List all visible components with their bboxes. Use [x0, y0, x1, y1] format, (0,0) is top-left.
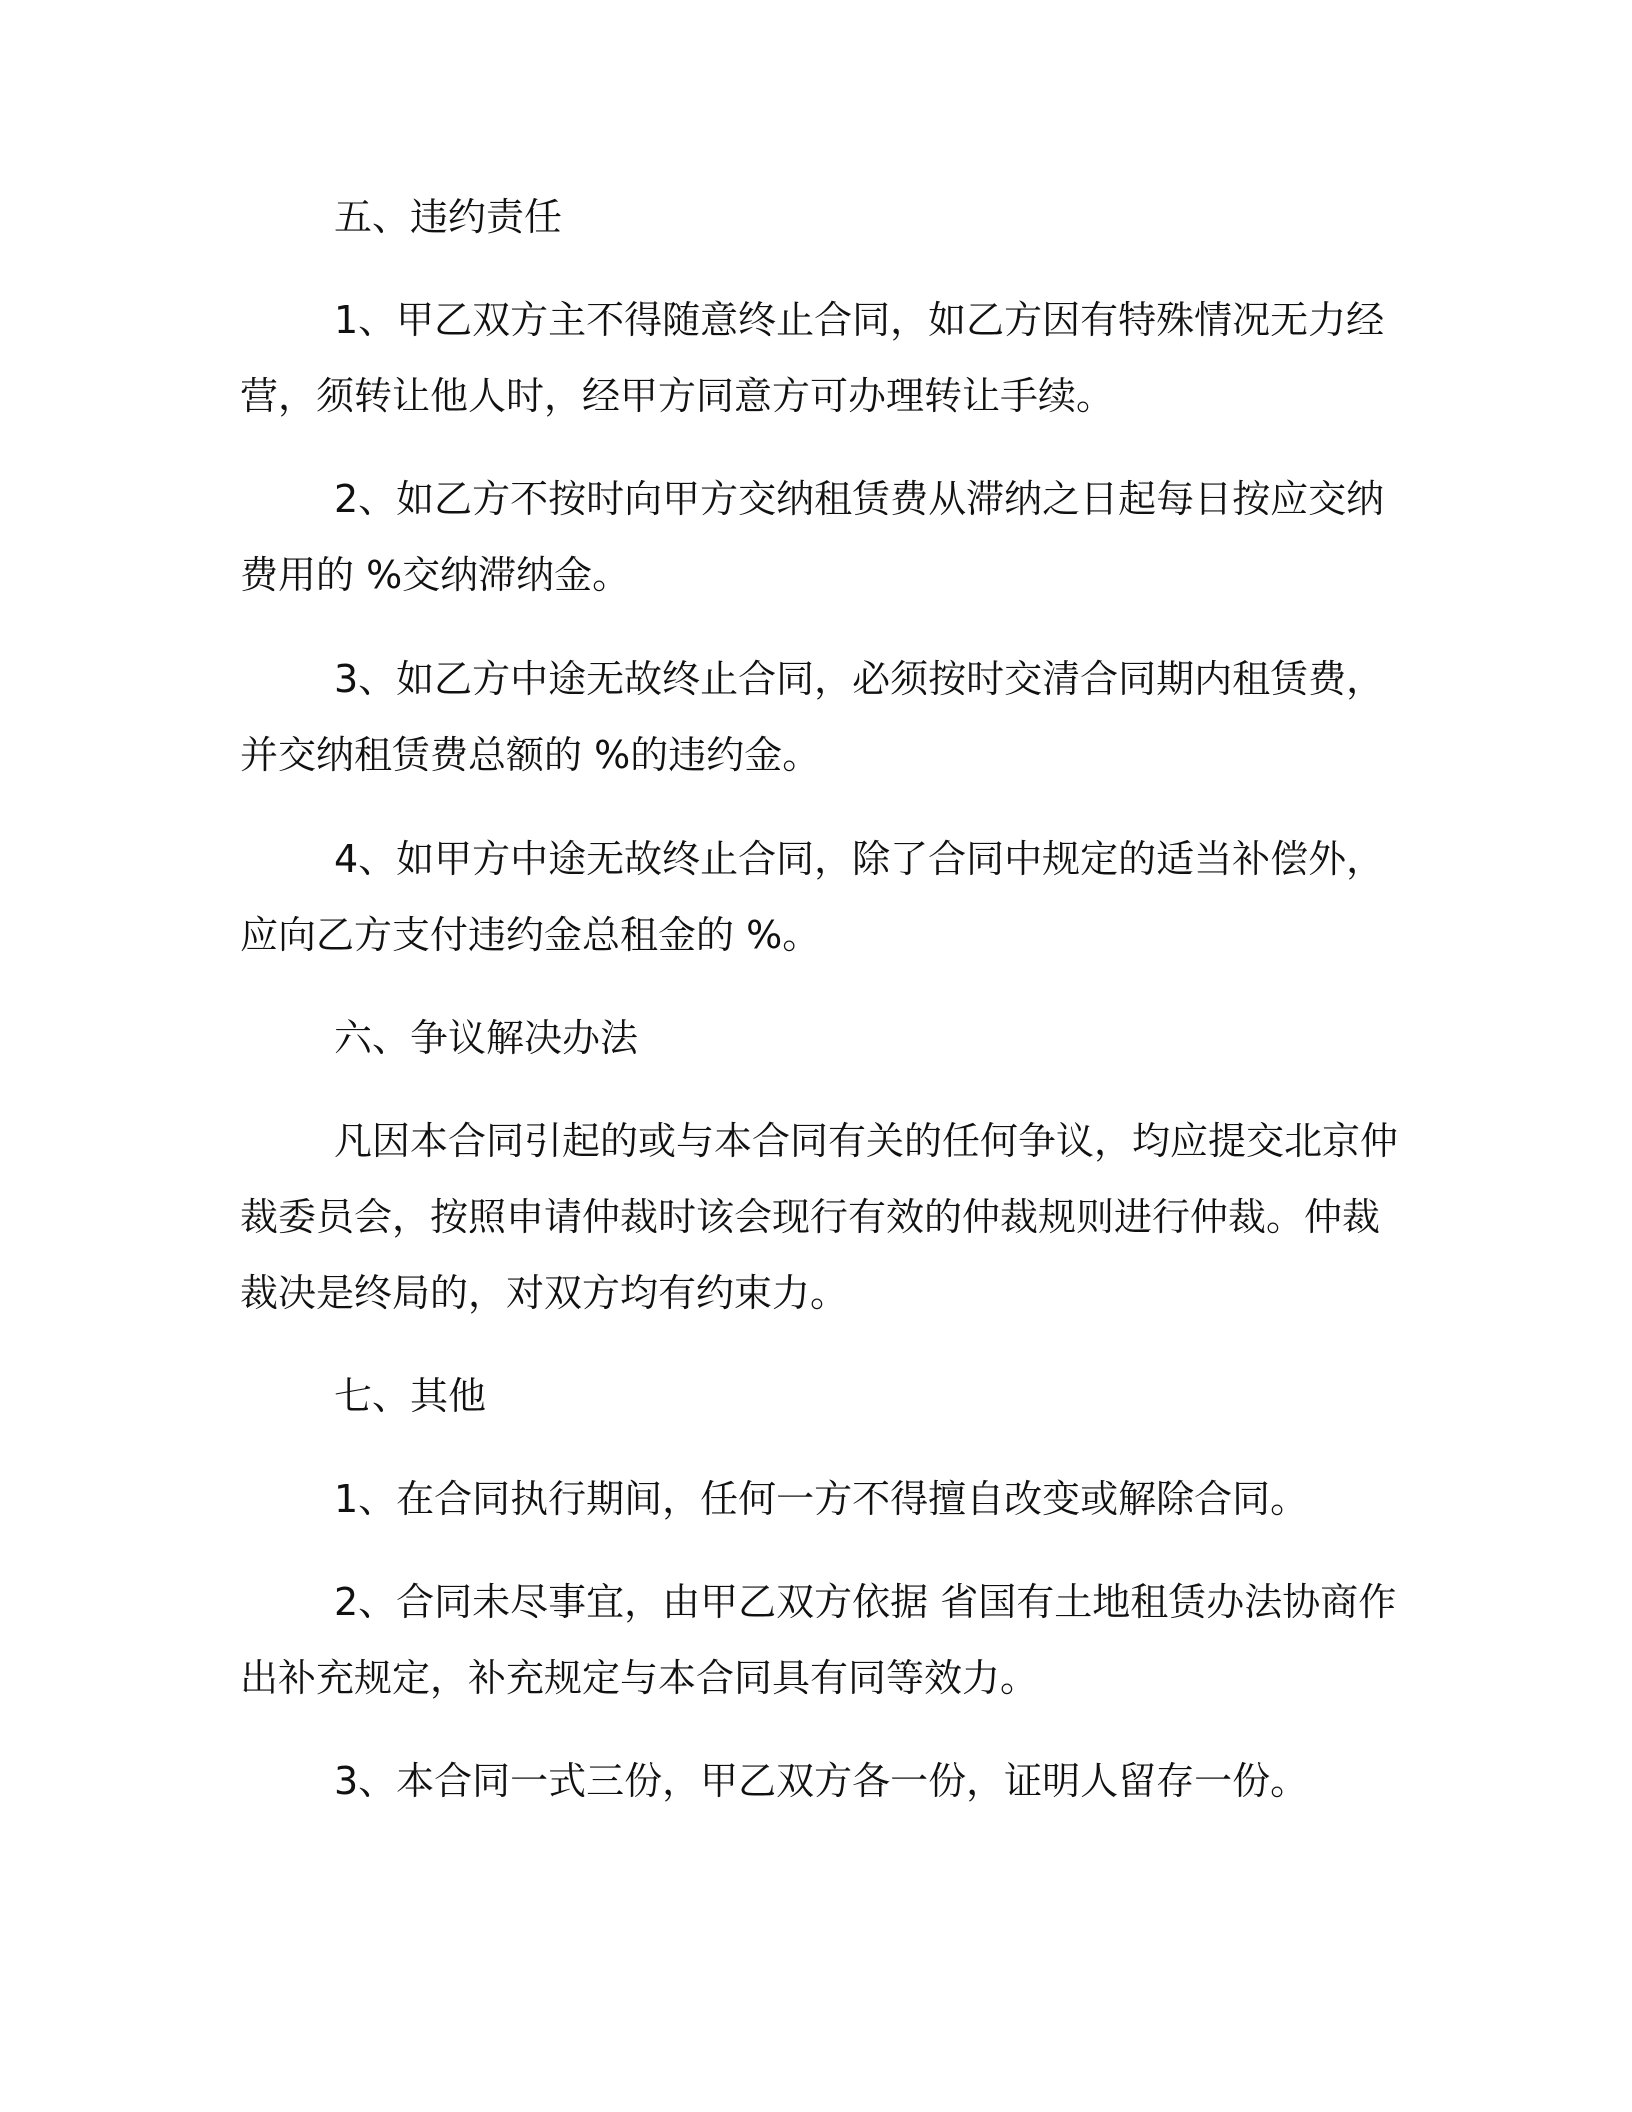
- breach-item-3-line-2: 并交纳租赁费总额的 %的违约金。: [240, 733, 821, 777]
- breach-item-4-line-1: 4、如甲方中途无故终止合同，除了合同中规定的适当补偿外，: [334, 837, 1385, 881]
- breach-item-1-line-1: 1、甲乙双方主不得随意终止合同，如乙方因有特殊情况无力经: [334, 298, 1385, 342]
- other-item-1-line-1: 1、在合同执行期间，任何一方不得擅自改变或解除合同。: [334, 1477, 1309, 1521]
- other-item-2-line-1: 2、合同未尽事宜，由甲乙双方依据 省国有土地租赁办法协商作: [334, 1580, 1397, 1624]
- other-item-3-line-1: 3、本合同一式三份，甲乙双方各一份，证明人留存一份。: [334, 1759, 1309, 1803]
- breach-item-2-line-2: 费用的 %交纳滞纳金。: [240, 553, 631, 597]
- section-heading-other: 七、其他: [334, 1374, 487, 1418]
- dispute-para-line-1: 凡因本合同引起的或与本合同有关的任何争议，均应提交北京仲: [334, 1119, 1399, 1163]
- breach-item-3-line-1: 3、如乙方中途无故终止合同，必须按时交清合同期内租赁费，: [334, 657, 1385, 701]
- section-heading-dispute: 六、争议解决办法: [334, 1016, 639, 1060]
- dispute-para-line-3: 裁决是终局的，对双方均有约束力。: [240, 1271, 849, 1315]
- dispute-para-line-2: 裁委员会，按照申请仲裁时该会现行有效的仲裁规则进行仲裁。仲裁: [240, 1195, 1381, 1239]
- breach-item-2-line-1: 2、如乙方不按时向甲方交纳租赁费从滞纳之日起每日按应交纳: [334, 477, 1385, 521]
- other-item-2-line-2: 出补充规定，补充规定与本合同具有同等效力。: [240, 1656, 1039, 1700]
- section-heading-breach: 五、违约责任: [334, 195, 563, 239]
- breach-item-1-line-2: 营，须转让他人时，经甲方同意方可办理转让手续。: [240, 374, 1115, 418]
- breach-item-4-line-2: 应向乙方支付违约金总租金的 %。: [240, 913, 821, 957]
